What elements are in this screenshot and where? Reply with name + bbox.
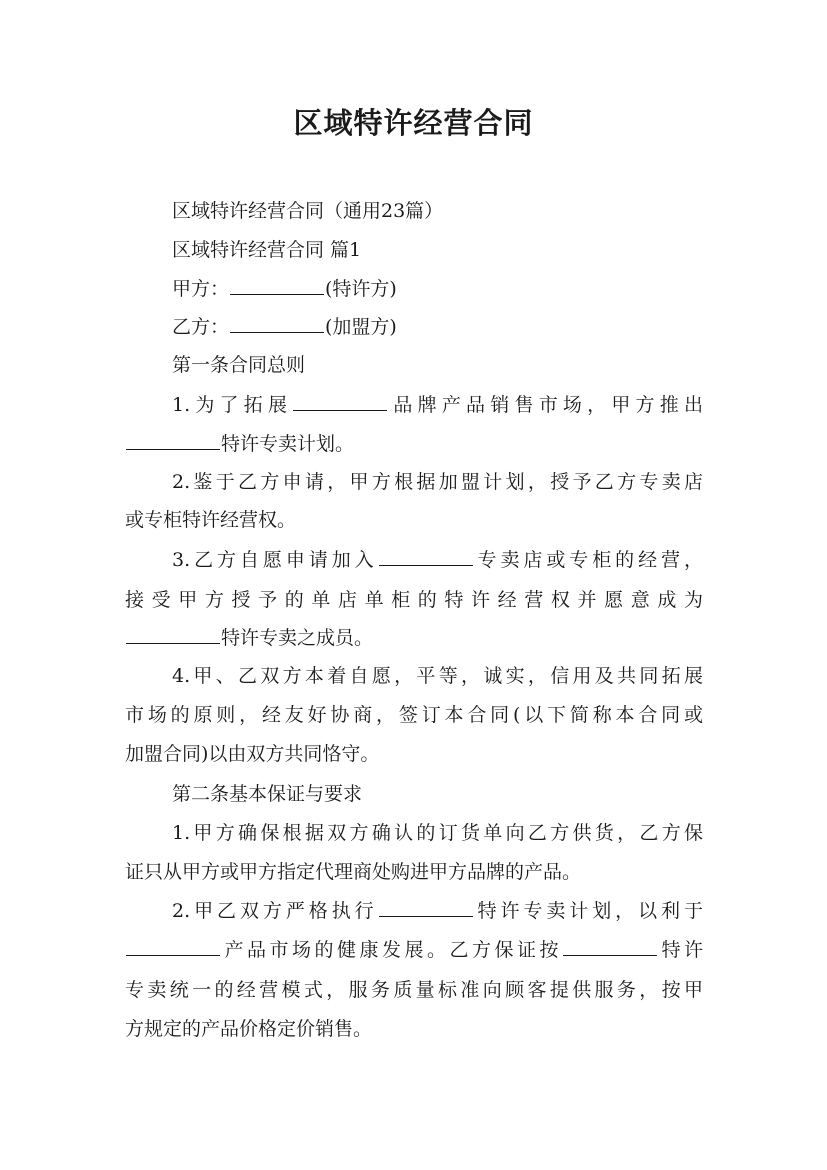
plan-blank [126,449,220,450]
party-a-blank [230,294,324,295]
section-1-title: 第一条合同总则 [172,354,306,376]
party-b-role: (加盟方) [325,316,397,338]
clause-1-1-line-2 [125,424,354,464]
clause-text: 2.甲乙双方严格执行 [172,900,378,922]
party-b-label: 乙方： [172,316,230,338]
clause-2-1-line-1: 1.甲方确保根据双方确认的订货单向乙方供货，乙方保 [172,822,703,844]
clause-1-3-line-1 [172,540,703,580]
party-a-label: 甲方： [172,278,230,300]
clause-1-2-line-1: 2.鉴于乙方申请，甲方根据加盟计划，授予乙方专卖店 [172,471,703,493]
party-b-line [172,307,397,347]
party-a-role: (特许方) [325,278,397,300]
clause-1-3-line-3 [125,618,373,658]
clause-text: 专卖店或专柜的经营， [473,549,703,571]
party-b-blank [230,332,324,333]
clause-text: 特许 [657,939,703,961]
clause-1-3-line-2: 接受甲方授予的单店单柜的特许经营权并愿意成为 [125,589,703,611]
party-a-line [172,269,397,309]
subtitle-line: 区域特许经营合同（通用23篇） [172,200,444,222]
product-market-blank [126,955,220,956]
clause-text: 3.乙方自愿申请加入 [172,549,378,571]
article-heading: 区域特许经营合同 篇1 [172,239,362,261]
clause-1-4-line-1: 4.甲、乙双方本着自愿，平等，诚实，信用及共同拓展 [172,665,703,687]
brand-blank [293,410,387,411]
clause-text: 特许专卖计划，以利于 [473,900,703,922]
member-blank [126,643,220,644]
clause-1-4-line-2: 市场的原则，经友好协商，签订本合同(以下简称本合同或 [125,704,703,726]
franchise-plan-blank [379,916,473,917]
clause-1-4-line-3: 加盟合同)以由双方共同恪守。 [125,743,380,765]
clause-2-2-line-1 [172,891,703,931]
franchise-mode-blank [563,955,657,956]
clause-text: 1.为了拓展 [172,394,293,416]
clause-2-2-line-3: 专卖统一的经营模式，服务质量标准向顾客提供服务，按甲 [125,979,703,1001]
store-blank [379,565,473,566]
section-2-title: 第二条基本保证与要求 [172,783,363,805]
clause-text: 特许专卖计划。 [221,433,355,455]
clause-2-1-line-2: 证只从甲方或甲方指定代理商处购进甲方品牌的产品。 [125,861,582,883]
clause-text: 品牌产品销售市场，甲方推出 [388,394,703,416]
clause-text: 产品市场的健康发展。乙方保证按 [221,939,562,961]
clause-2-2-line-2 [125,930,703,970]
clause-1-2-line-2: 或专柜特许经营权。 [125,509,297,531]
clause-2-2-line-4: 方规定的产品价格定价销售。 [125,1018,373,1040]
clause-text: 特许专卖之成员。 [221,627,374,649]
clause-1-1-line-1 [172,385,703,425]
document-title: 区域特许经营合同 [293,106,534,140]
